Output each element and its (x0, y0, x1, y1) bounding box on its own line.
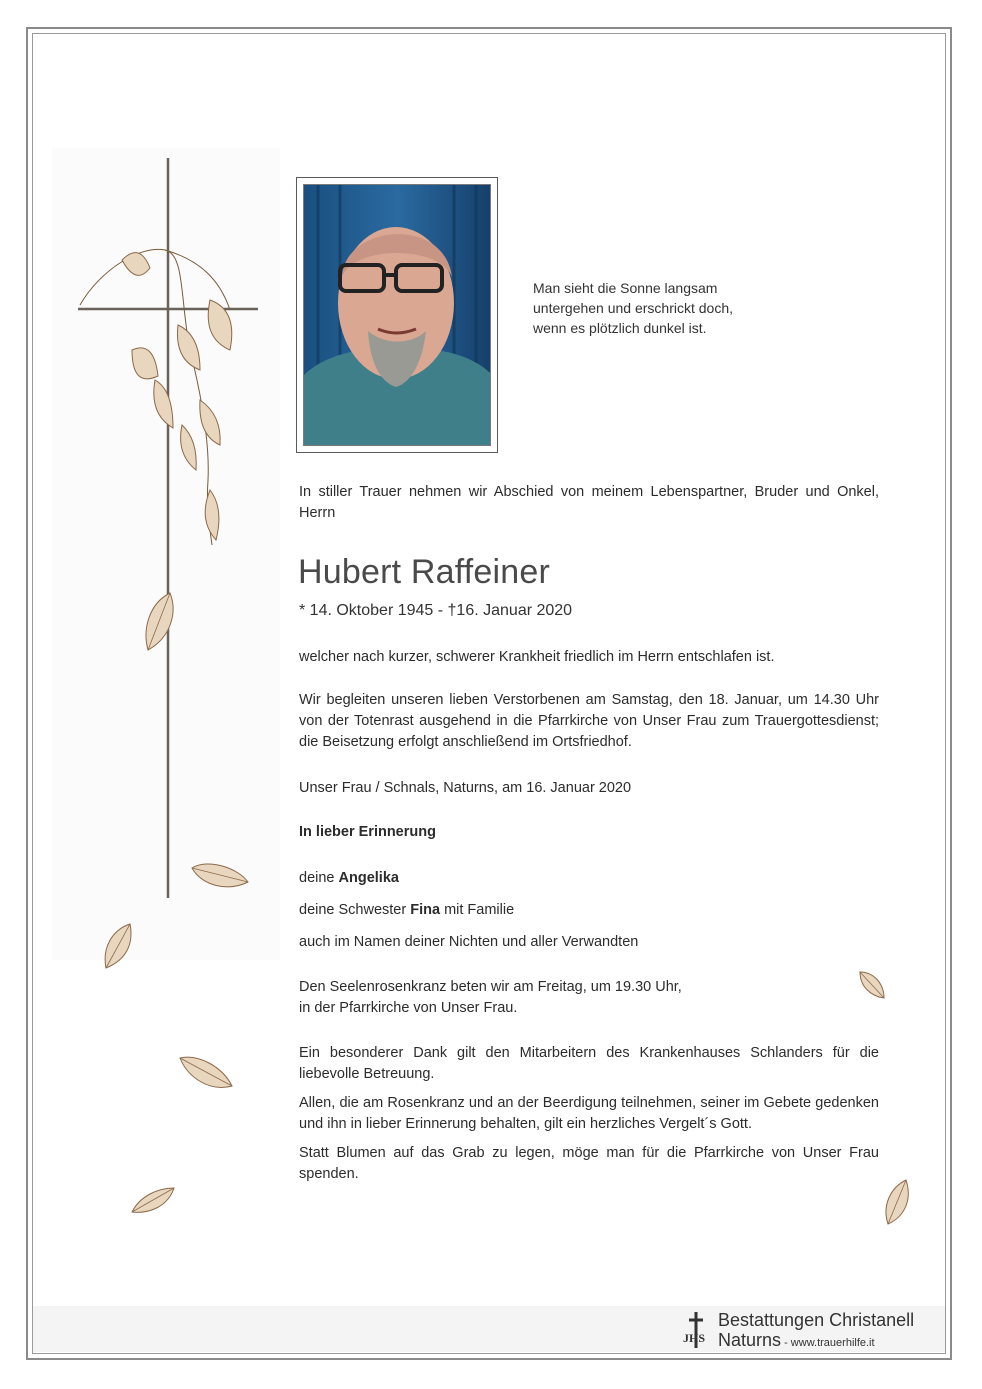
svg-text:JHS: JHS (683, 1331, 706, 1345)
company-town: Naturns (718, 1330, 782, 1350)
portrait-frame (296, 177, 498, 453)
place-date: Unser Frau / Schnals, Naturns, am 16. Januar 2020 (299, 780, 632, 796)
leaf-icon (128, 1184, 178, 1216)
life-dates: * 14. Oktober 1945 - †16. Januar 2020 (299, 602, 573, 619)
mourner-line (299, 868, 879, 889)
quote-line: untergehen und erschrickt doch, (533, 300, 734, 316)
leaf-icon (100, 920, 136, 972)
rosary-info-line1: Den Seelenrosenkranz beten wir am Freitag, um 19.30 Uhr, (299, 979, 682, 995)
leaf-icon (176, 1052, 236, 1094)
thanks-paragraph: Statt Blumen auf das Grab zu legen, möge man für die Pfarrkirche von Unser Frau spenden. (299, 1145, 879, 1182)
memory-heading: In lieber Erinnerung (299, 824, 436, 840)
quote-line: Man sieht die Sonne langsam (533, 280, 718, 296)
company-url[interactable]: - www.trauerhilfe.it (781, 1337, 875, 1349)
mourner-line (299, 900, 879, 921)
cross-with-leaves-icon (60, 150, 270, 910)
rosary-info-line2: in der Pfarrkirche von Unser Frau. (299, 1000, 518, 1016)
portrait-illustration-icon (304, 185, 491, 446)
portrait-photo (303, 184, 491, 446)
thanks-paragraph: Ein besonderer Dank gilt den Mitarbeitern des Krankenhauses Schlanders für die liebevolle Betreuung. (299, 1045, 879, 1082)
mourner-prefix: deine (299, 870, 339, 886)
intro-text: In stiller Trauer nehmen wir Abschied von meinem Lebenspartner, Bruder und Onkel, Herrn (299, 484, 879, 521)
company-location (718, 1330, 914, 1353)
mourner-name: Angelika (338, 870, 399, 886)
mourner-prefix: deine Schwester (299, 902, 411, 918)
leaf-icon (188, 858, 252, 894)
mourner-line (299, 932, 879, 953)
memorial-quote (533, 278, 793, 338)
leaf-icon (140, 588, 180, 654)
company-name: Bestattungen Christanell (718, 1310, 915, 1330)
deceased-name: Hubert Raffeiner (298, 553, 551, 591)
mourner-name: Fina (410, 902, 441, 918)
funeral-home-logo-icon (681, 1310, 711, 1350)
funeral-info: Wir begleiten unseren lieben Verstorbenen am Samstag, den 18. Januar, um 14.30 Uhr von der Totenrast ausgehend in die Pfarrkirche von Unser Frau zum Trauergottesdienst; die Beisetzung erfolgt anschließend im Ortsfriedhof. (299, 692, 879, 750)
quote-line: wenn es plötzlich dunkel ist. (533, 320, 707, 336)
thanks-paragraph: Allen, die am Rosenkranz und an der Beerdigung teilnehmen, seiner im Gebete gedenken und ihn in lieber Erinnerung behalten, gilt ein herzliches Vergelt´s Gott. (299, 1095, 879, 1132)
leaf-icon (880, 1176, 914, 1228)
mourner-prefix: auch im Namen deiner Nichten und aller Verwandten (299, 934, 639, 950)
death-statement: welcher nach kurzer, schwerer Krankheit friedlich im Herrn entschlafen ist. (299, 649, 775, 665)
footer-company (718, 1310, 914, 1353)
mourner-suffix: mit Familie (440, 902, 515, 918)
